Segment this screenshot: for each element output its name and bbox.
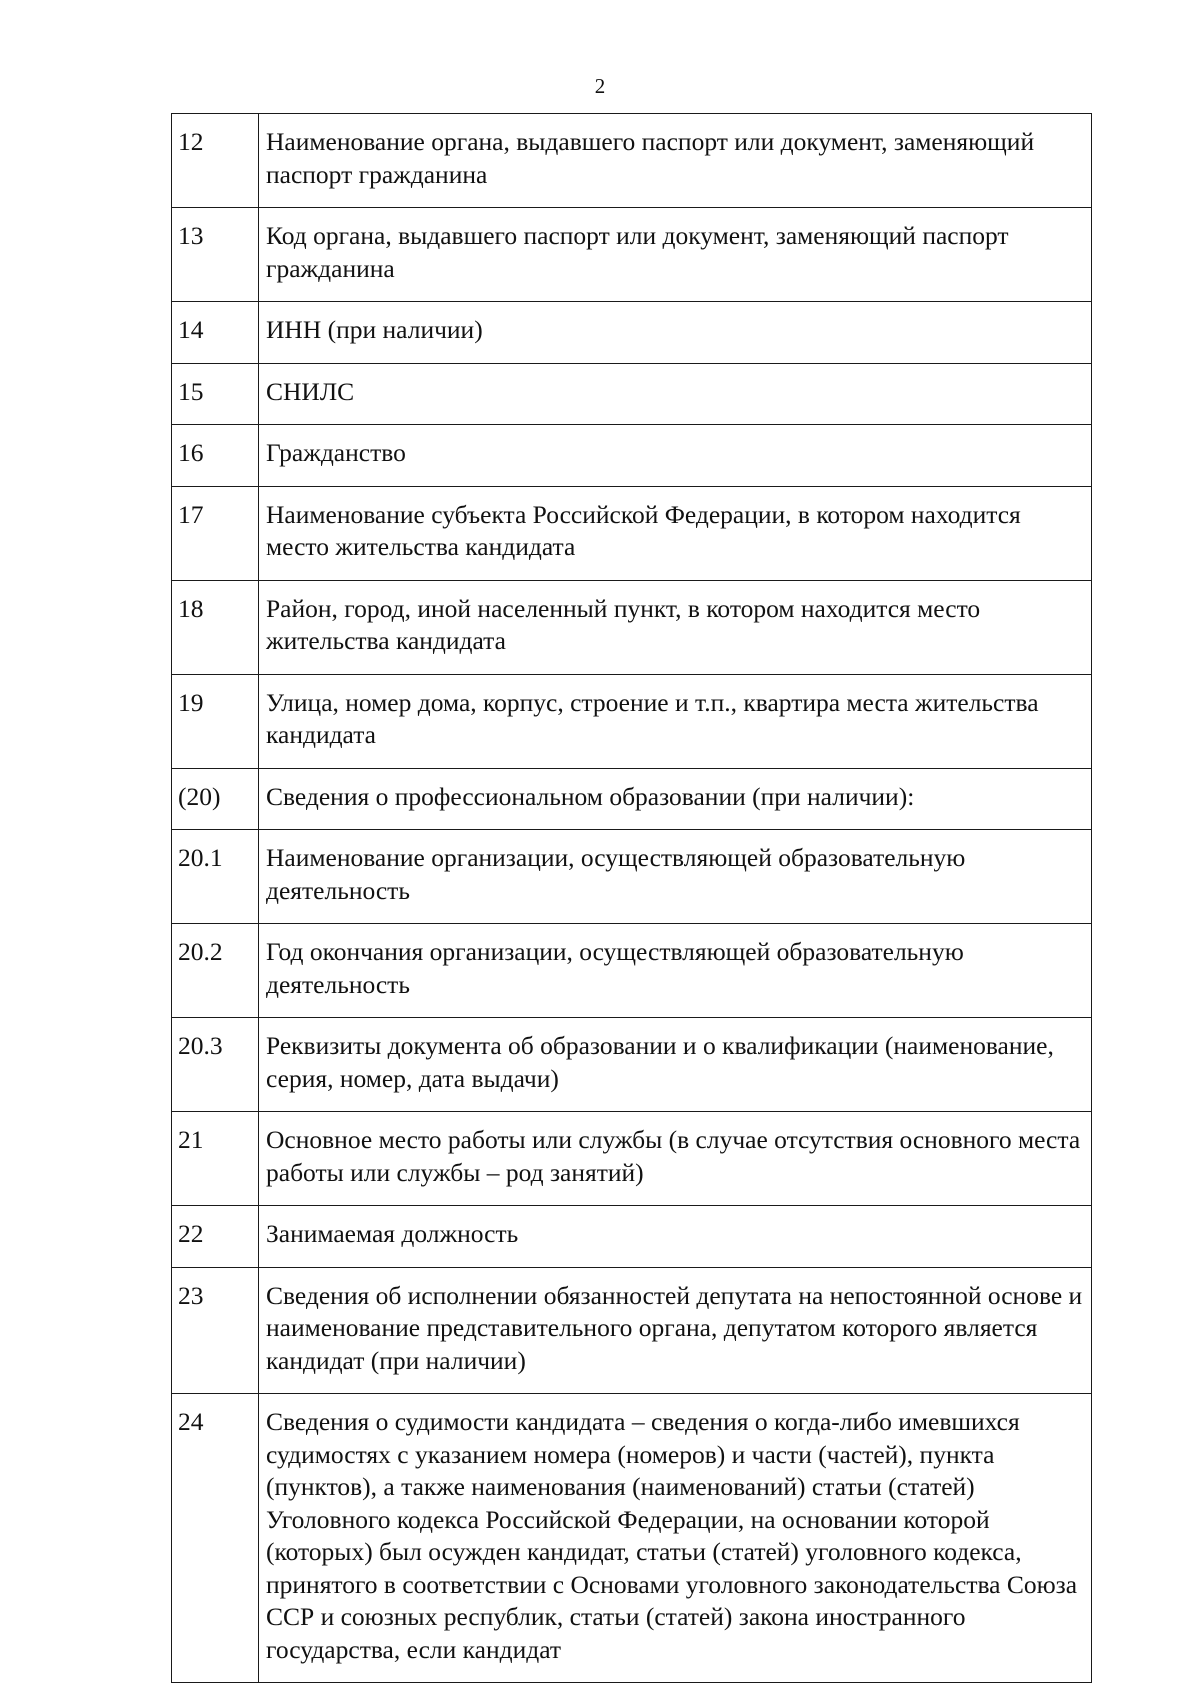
table-row <box>172 1112 1092 1206</box>
page-number: 2 <box>594 74 606 98</box>
table-row <box>172 830 1092 924</box>
row-field-description: Наименование субъекта Российской Федерации, в котором находится место жительства кандидата <box>259 486 1092 580</box>
row-number: 17 <box>172 486 259 580</box>
row-field-description: Занимаемая должность <box>259 1206 1092 1268</box>
row-field-description: Гражданство <box>259 425 1092 487</box>
row-field-description: Реквизиты документа об образовании и о квалификации (наименование, серия, номер, дата выдачи) <box>259 1018 1092 1112</box>
row-field-description: Основное место работы или службы (в случае отсутствия основного места работы или службы – род занятий) <box>259 1112 1092 1206</box>
row-field-description: Сведения о профессиональном образовании (при наличии): <box>259 768 1092 830</box>
row-number: 21 <box>172 1112 259 1206</box>
table-row <box>172 1018 1092 1112</box>
table-row <box>172 208 1092 302</box>
table-row <box>172 302 1092 364</box>
row-field-description: Район, город, иной населенный пункт, в котором находится место жительства кандидата <box>259 580 1092 674</box>
table-row <box>172 1394 1092 1683</box>
table-row <box>172 363 1092 425</box>
row-number: 20.1 <box>172 830 259 924</box>
row-field-description: Сведения о судимости кандидата – сведения о когда-либо имевшихся судимостях с указанием номера (номеров) и части (частей), пункта (пунктов), а также наименования (наименований) статьи (статей) Уголовного кодекса Российской Федерации, на основании которой (которых) был осужден кандидат, статьи (статей) уголовного кодекса, принятого в соответствии с Основами уголовного законодательства Союза ССР и союзных республик, статьи (статей) закона иностранного государства, если кандидат <box>259 1394 1092 1683</box>
candidate-info-table <box>171 113 1092 1683</box>
table-row <box>172 1206 1092 1268</box>
table-row <box>172 486 1092 580</box>
row-number: 23 <box>172 1267 259 1394</box>
table-row <box>172 1267 1092 1394</box>
table-row <box>172 768 1092 830</box>
row-field-description: Сведения об исполнении обязанностей депутата на непостоянной основе и наименование представительного органа, депутатом которого является кандидат (при наличии) <box>259 1267 1092 1394</box>
row-field-description: Наименование органа, выдавшего паспорт или документ, заменяющий паспорт гражданина <box>259 114 1092 208</box>
row-field-description: СНИЛС <box>259 363 1092 425</box>
row-number: 22 <box>172 1206 259 1268</box>
table-row <box>172 924 1092 1018</box>
row-number: 14 <box>172 302 259 364</box>
row-number: 20.3 <box>172 1018 259 1112</box>
row-number: 15 <box>172 363 259 425</box>
row-number: 13 <box>172 208 259 302</box>
table-row <box>172 580 1092 674</box>
row-field-description: Код органа, выдавшего паспорт или документ, заменяющий паспорт гражданина <box>259 208 1092 302</box>
table-body <box>172 114 1092 1683</box>
row-number: (20) <box>172 768 259 830</box>
row-field-description: Год окончания организации, осуществляющей образовательную деятельность <box>259 924 1092 1018</box>
row-field-description: ИНН (при наличии) <box>259 302 1092 364</box>
row-number: 18 <box>172 580 259 674</box>
row-number: 20.2 <box>172 924 259 1018</box>
table-row <box>172 114 1092 208</box>
row-number: 12 <box>172 114 259 208</box>
row-number: 19 <box>172 674 259 768</box>
table-row <box>172 425 1092 487</box>
row-field-description: Улица, номер дома, корпус, строение и т.п., квартира места жительства кандидата <box>259 674 1092 768</box>
row-number: 24 <box>172 1394 259 1683</box>
row-number: 16 <box>172 425 259 487</box>
table-row <box>172 674 1092 768</box>
row-field-description: Наименование организации, осуществляющей образовательную деятельность <box>259 830 1092 924</box>
